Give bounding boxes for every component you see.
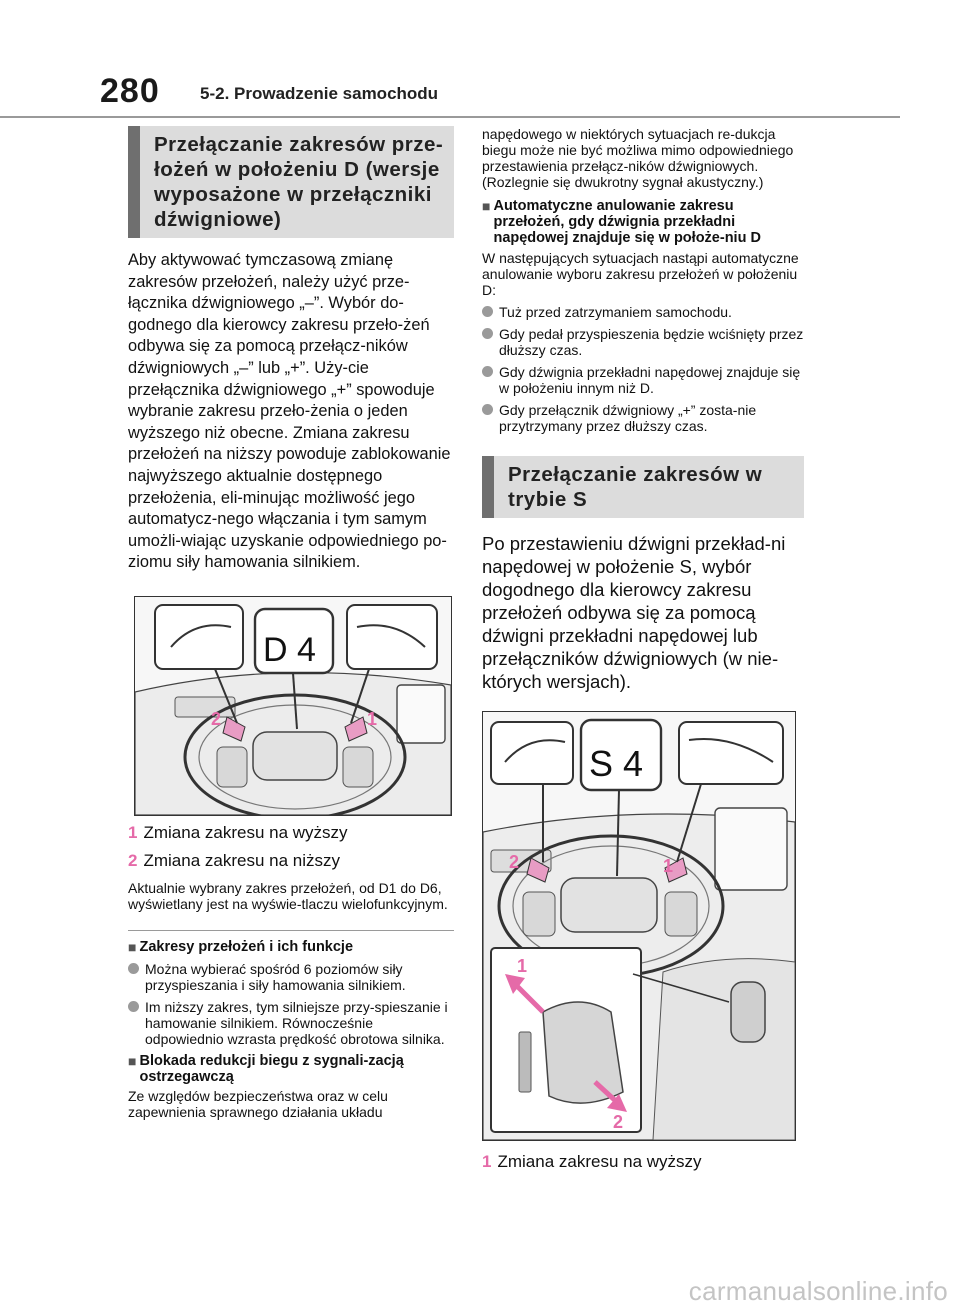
- callout-1-label: 1: [663, 856, 674, 876]
- square-bullet-icon: ■: [482, 198, 491, 214]
- bullet-text: Tuż przed zatrzymaniem samochodu.: [499, 304, 732, 320]
- subhead-auto-cancel-text: Automatyczne anulowanie zakresu przełożeń, gdy dźwignia przekładni napędowej znajduje się w położe-niu D: [493, 198, 761, 246]
- bullet-text: Gdy pedał przyspieszenia będzie wciśnięty przez dłuższy czas.: [499, 326, 804, 358]
- header-rule: [0, 116, 900, 118]
- legend-item-upshift: [128, 822, 454, 844]
- bullet-dot-icon: [482, 404, 493, 415]
- continued-text: napędowego w niektórych sytuacjach re-dukcja biegu może nie być możliwa mimo odpowiedniego przestawienia przełącz-ników dźwigniowych. (Rozlegnie się dwukrotny sygnał akustyczny.): [482, 126, 794, 190]
- bullet-text: Im niższy zakres, tym silniejsze przy-spieszanie i hamowanie silnikiem. Równocześnie odpowiednio wzrasta prędkość obrotowa silnika.: [145, 998, 448, 1047]
- section-title-s-mode: Przełączanie zakresów w trybie S: [482, 456, 804, 518]
- section-divider: [128, 930, 454, 931]
- watermark: carmanualsonline.info: [688, 1276, 948, 1306]
- callout-1-label: 1: [367, 708, 378, 729]
- left-column: [128, 126, 454, 1120]
- s-mode-figure: [482, 711, 796, 1141]
- intro-d-mode: Aby aktywować tymczasową zmianę zakresów przełożeń, należy użyć prze-łącznika dźwigniowego „–”. Wybór do-godnego dla kierowcy zakresu przeło-żeń odbywa się za pomocą przełącz-ników dźwigniowych „–” lub „+”. Uży-cie przełącznika dźwigniowego „+” spowoduje wybranie zakresu przeło-żenia o jeden wyższego niż obecne. Zmiana zakresu przełożeń na niższy powoduje zablokowanie najwyższego aktualnie dostępnego przełożenia, eli-minując możliwość jego automatycz-nego włączania i tym samym umożli-wiając uzyskanie odpowiedniego po-ziomu siły hamowania silnikiem.: [128, 251, 451, 572]
- legend-text: Zmiana zakresu na wyższy: [143, 822, 348, 842]
- bullet-dot-icon: [482, 306, 493, 317]
- subhead-ranges: [128, 939, 454, 955]
- callout-2-label: 2: [509, 852, 520, 872]
- bullet-dot-icon: [482, 328, 493, 339]
- bullet-dot-icon: [128, 1001, 139, 1012]
- callout-2-label: 2: [211, 708, 222, 729]
- bullet-dot-icon: [128, 963, 139, 974]
- legend-item-upshift-s: [482, 1151, 804, 1173]
- subhead-auto-cancel: [482, 198, 804, 246]
- bullet-text: Gdy dźwignia przekładni napędowej znajduje się w położeniu innym niż D.: [499, 364, 801, 396]
- subhead-downshift-lock-text: Blokada redukcji biegu z sygnali-zacją ostrzegawczą: [139, 1052, 404, 1085]
- list-item: [482, 304, 804, 320]
- gear-display-text: D 4: [263, 630, 316, 669]
- chapter-title: 5-2. Prowadzenie samochodu: [200, 84, 439, 103]
- auto-cancel-text: W następujących sytuacjach nastąpi automatyczne anulowanie wyboru zakresu przełożeń w położeniu D:: [482, 250, 799, 298]
- legend-item-downshift: [128, 850, 454, 872]
- subhead-downshift-lock: [128, 1053, 454, 1085]
- bullet-dot-icon: [482, 366, 493, 377]
- bullet-text: Gdy przełącznik dźwigniowy „+” zosta-nie przytrzymany przez dłuższy czas.: [499, 402, 757, 434]
- legend-num: 1: [128, 822, 138, 842]
- list-item: [482, 364, 804, 396]
- list-item: [482, 326, 804, 358]
- page-number: 280: [100, 72, 160, 110]
- square-bullet-icon: ■: [128, 1052, 137, 1069]
- lever-2-label: 2: [613, 1112, 624, 1132]
- subhead-ranges-text: Zakresy przełożeń i ich funkcje: [139, 938, 354, 955]
- section-title-d-mode: Przełączanie zakresów prze-łożeń w położeniu D (wersje wyposażone w przełączniki dźwigniowe): [128, 126, 454, 238]
- paddle-shifter-illustration: [135, 597, 451, 815]
- s-mode-illustration: [483, 712, 795, 1140]
- intro-s-mode: Po przestawieniu dźwigni przekład-ni napędowej w położenie S, wybór dogodnego dla kierowcy zakresu przełożeń odbywa się za pomocą dźwigni przekładni napędowej lub przełączników dźwigniowych (w nie-których wersjach).: [482, 533, 786, 692]
- gear-display-text: S 4: [589, 743, 644, 784]
- square-bullet-icon: ■: [128, 938, 137, 955]
- legend-text: Zmiana zakresu na wyższy: [497, 1152, 702, 1171]
- list-item: [482, 402, 804, 434]
- lever-1-label: 1: [517, 956, 528, 976]
- list-item: [128, 999, 454, 1047]
- list-item: [128, 961, 454, 993]
- downshift-lock-text: Ze względów bezpieczeństwa oraz w celu zapewnienia sprawnego działania układu: [128, 1087, 388, 1120]
- bullet-text: Można wybierać spośród 6 poziomów siły przyspieszania i siły hamowania silnikiem.: [145, 960, 406, 993]
- paddle-shifter-figure: [134, 596, 452, 816]
- right-column: [482, 126, 804, 1173]
- legend-num: 2: [128, 850, 138, 870]
- legend-text: Zmiana zakresu na niższy: [143, 850, 340, 870]
- display-note: Aktualnie wybrany zakres przełożeń, od D1 do D6, wyświetlany jest na wyświe-tlaczu wielofunkcyjnym.: [128, 879, 448, 912]
- legend-num: 1: [482, 1152, 492, 1171]
